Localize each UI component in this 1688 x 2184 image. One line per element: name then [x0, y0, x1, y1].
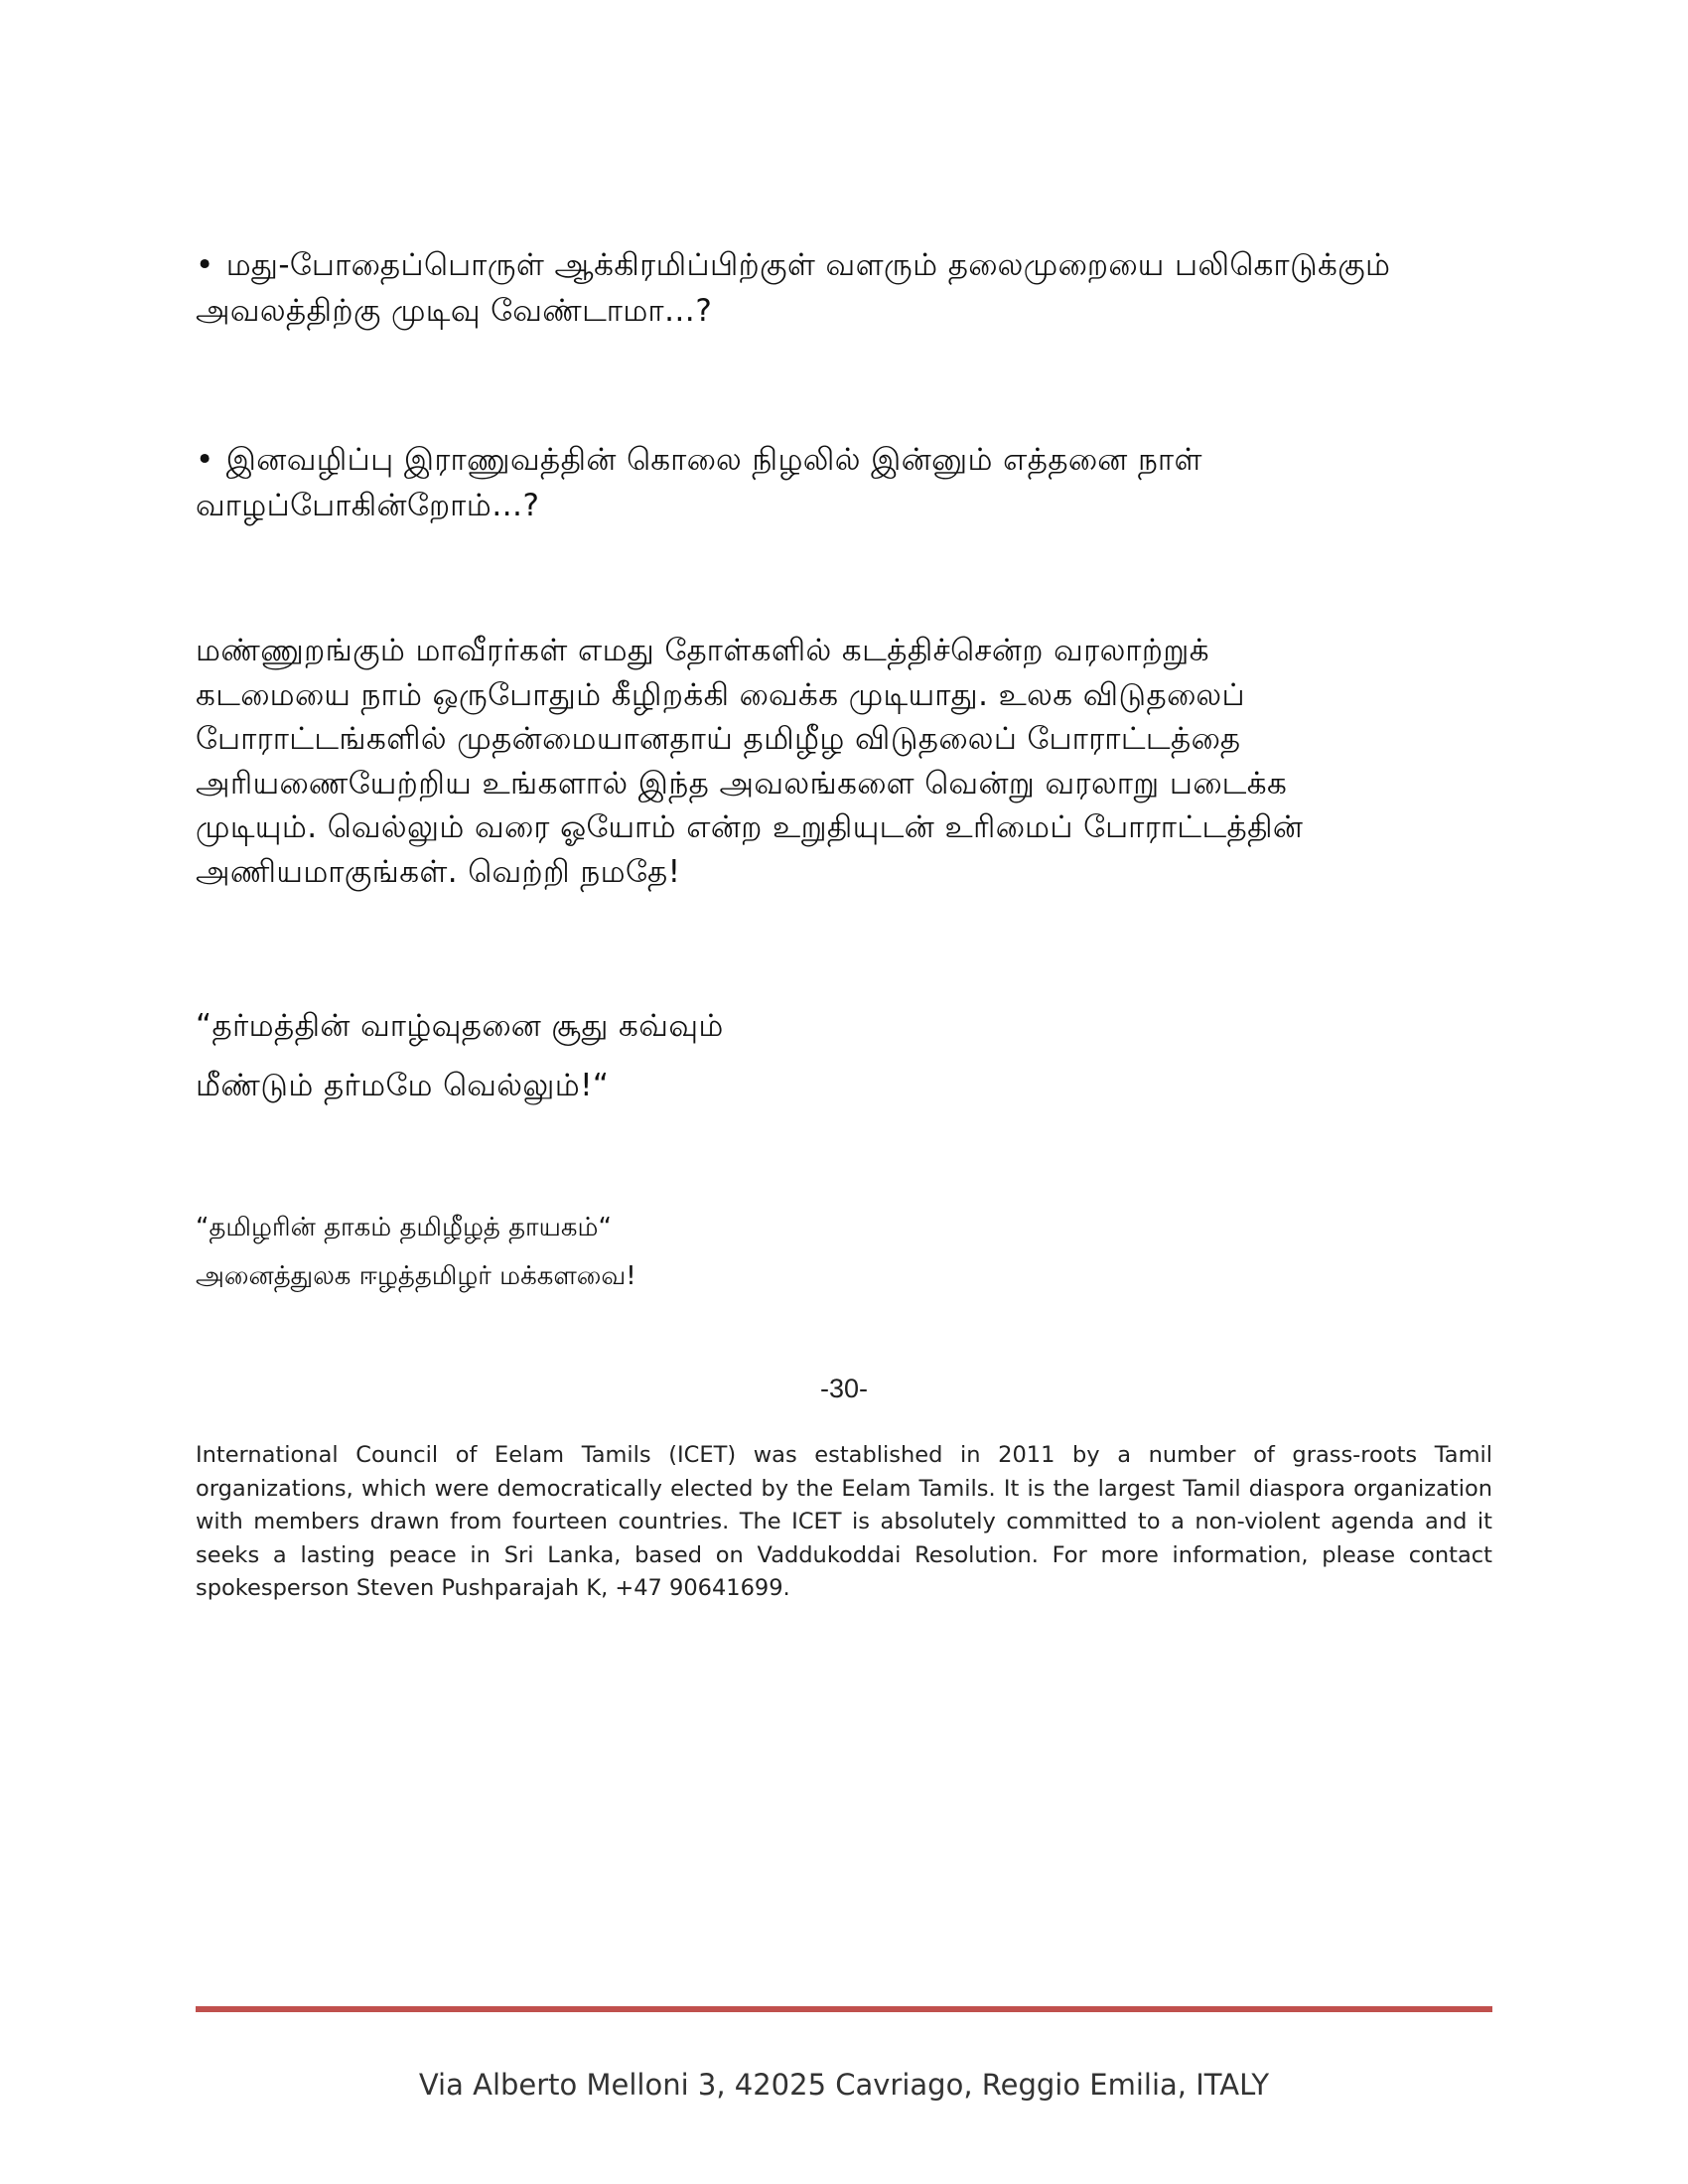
bullet-item-1: [196, 242, 1486, 334]
quote-line-1: “தர்மத்தின் வாழ்வுதனை சூது கவ்வும்: [196, 1008, 724, 1044]
paragraph-line: போராட்டங்களில் முதன்மையானதாய் தமிழீழ விடுதலைப் போராட்டத்தை: [196, 721, 1241, 757]
bullet-item-2: [196, 437, 1486, 528]
main-paragraph: [196, 629, 1486, 894]
slogan-line-1: “தமிழரின் தாகம் தமிழீழத் தாயகம்“: [196, 1213, 612, 1242]
paragraph-line: அரியணையேற்றிய உங்களால் இந்த அவலங்களை வென்று வரலாறு படைக்க: [196, 765, 1288, 801]
quote-line-2: மீண்டும் தர்மமே வெல்லும்!“: [196, 1068, 610, 1103]
paragraph-line: மண்ணுறங்கும் மாவீரர்கள் எமது தோள்களில் கடத்திச்சென்ற வரலாற்றுக்: [196, 633, 1209, 668]
footer-divider: [196, 2006, 1492, 2012]
bullet-line-2: அவலத்திற்கு முடிவு வேண்டாமா…?: [196, 293, 713, 329]
slogan-line-2: அனைத்துலக ஈழத்தமிழர் மக்களவை!: [196, 1261, 636, 1291]
footer-address: Via Alberto Melloni 3, 42025 Cavriago, Reggio Emilia, ITALY: [418, 2068, 1270, 2102]
bullet-line-2: வாழப்போகின்றோம்…?: [196, 488, 540, 523]
paragraph-line: அணியமாகுங்கள். வெற்றி நமதே!: [196, 853, 681, 890]
slogan-block: [196, 1204, 1486, 1301]
about-icet-paragraph: International Council of Eelam Tamils (ICET) was established in 2011 by a number of grass-roots Tamil organizations, which were democratically elected by the Eelam Tamils. It is the largest Tamil diaspora organization with members drawn from fourteen countries. The ICET is absolutely committed to a non-violent agenda and it seeks a lasting peace in Sri Lanka, based on Vaddukoddai Resolution. For more information, please contact spokesperson Steven Pushparajah K, +47 90641699.: [196, 1442, 1492, 1601]
paragraph-line: கடமையை நாம் ஒருபோதும் கீழிறக்கி வைக்க முடியாது. உலக விடுதலைப்: [196, 676, 1246, 713]
bullet-mark: •: [196, 442, 214, 478]
bullet-line-1: இனவழிப்பு இராணுவத்தின் கொலை நிழலில் இன்னும் எத்தனை நாள்: [225, 442, 1202, 478]
paragraph-line: முடியும். வெல்லும் வரை ஓயோம் என்ற உறுதியுடன் உரிமைப் போராட்டத்தின்: [196, 809, 1304, 845]
bullet-line-1: மது-போதைப்பொருள் ஆக்கிரமிப்பிற்குள் வளரும் தலைமுறையை பலிகொடுக்கும்: [225, 247, 1391, 283]
bullet-mark: •: [196, 247, 214, 283]
quote-block: [196, 996, 1486, 1115]
page-number: -30-: [819, 1374, 868, 1403]
